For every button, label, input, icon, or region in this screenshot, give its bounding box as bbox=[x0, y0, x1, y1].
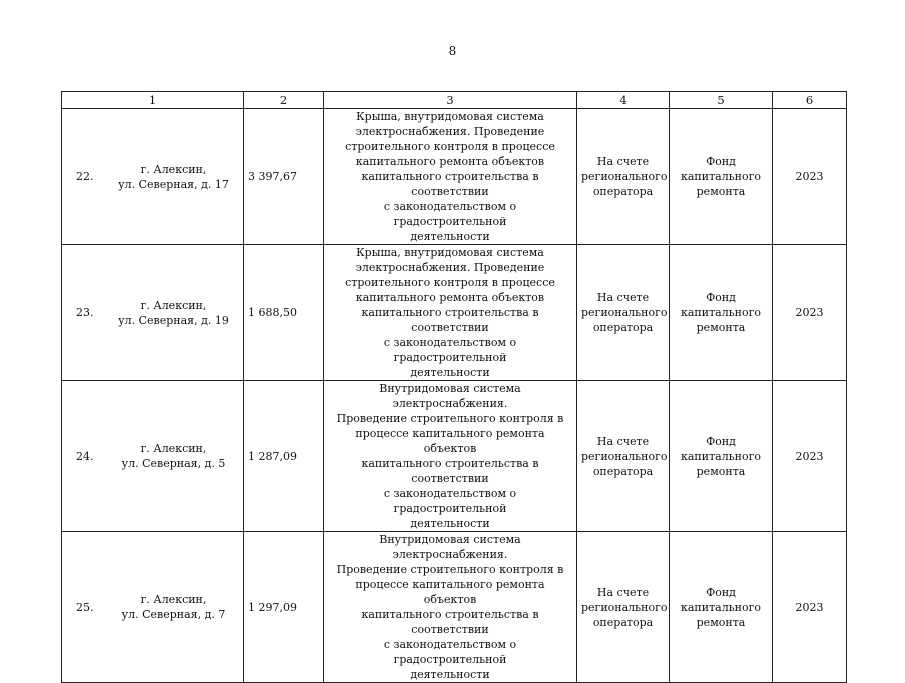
table-row bbox=[62, 532, 847, 683]
fund-line: Фонд bbox=[706, 434, 736, 448]
cell-number-address bbox=[62, 109, 244, 245]
account-line: оператора bbox=[592, 185, 654, 198]
column-header-3: 3 bbox=[324, 92, 577, 109]
fund-line: ремонта bbox=[696, 615, 746, 629]
account-line: оператора bbox=[592, 615, 654, 629]
fund-line: капитального bbox=[680, 306, 762, 319]
account-line: регионального bbox=[581, 600, 668, 614]
row-number: 24. bbox=[76, 449, 94, 463]
address-line: ул. Северная, д. 17 bbox=[118, 177, 229, 191]
work-line: с законодательством о градостроительной bbox=[383, 200, 517, 228]
work-line: деятельности bbox=[410, 517, 490, 530]
work-line: строительного контроля в процессе bbox=[345, 276, 555, 289]
address bbox=[104, 592, 243, 622]
address-line: г. Алексин, bbox=[140, 593, 207, 606]
address-line: ул. Северная, д. 7 bbox=[121, 608, 226, 621]
account-line: На счете bbox=[596, 585, 650, 599]
address-line: г. Алексин, bbox=[140, 162, 207, 176]
row-number: 25. bbox=[76, 600, 94, 614]
account-line: На счете bbox=[596, 291, 650, 304]
cell-account bbox=[577, 109, 670, 245]
cell-number-address bbox=[62, 532, 244, 683]
fund-line: капитального bbox=[680, 170, 762, 183]
work-line: электроснабжения. Проведение bbox=[355, 261, 545, 274]
cell-cost: 3 397,67 bbox=[244, 109, 324, 245]
address-line: ул. Северная, д. 19 bbox=[118, 313, 229, 327]
work-line: Внутридомовая система электроснабжения. bbox=[379, 382, 521, 410]
cell-year: 2023 bbox=[773, 245, 847, 381]
fund-line: капитального bbox=[680, 600, 762, 614]
work-line: капитального строительства в соответствии bbox=[361, 306, 539, 334]
account-line: оператора bbox=[592, 464, 654, 478]
fund-line: Фонд bbox=[706, 291, 736, 304]
cell-fund bbox=[670, 532, 773, 683]
table-row bbox=[62, 109, 847, 245]
cell-fund bbox=[670, 109, 773, 245]
address bbox=[104, 298, 243, 328]
account-line: оператора bbox=[592, 321, 654, 334]
account-line: регионального bbox=[581, 306, 668, 319]
cell-account bbox=[577, 245, 670, 381]
cell-fund bbox=[670, 381, 773, 532]
fund-line: ремонта bbox=[696, 321, 746, 334]
work-line: Крыша, внутридомовая система bbox=[356, 110, 544, 123]
cell-fund bbox=[670, 245, 773, 381]
work-line: с законодательством о градостроительной bbox=[383, 336, 517, 364]
work-line: Крыша, внутридомовая система bbox=[356, 246, 544, 259]
address bbox=[104, 441, 243, 471]
cell-cost: 1 688,50 bbox=[244, 245, 324, 381]
cell-year: 2023 bbox=[773, 109, 847, 245]
work-line: капитального строительства в соответствии bbox=[361, 457, 539, 485]
cell-cost: 1 287,09 bbox=[244, 381, 324, 532]
address bbox=[104, 162, 243, 192]
work-line: Проведение строительного контроля в bbox=[336, 412, 564, 425]
work-line: деятельности bbox=[410, 230, 490, 243]
fund-line: капитального bbox=[680, 449, 762, 463]
account-line: На счете bbox=[596, 155, 650, 168]
cell-account bbox=[577, 381, 670, 532]
work-line: электроснабжения. Проведение bbox=[355, 125, 545, 138]
work-line: процессе капитального ремонта объектов bbox=[355, 427, 545, 455]
work-line: капитального ремонта объектов bbox=[355, 291, 545, 304]
work-line: капитального строительства в соответствии bbox=[361, 608, 539, 636]
column-header-5: 5 bbox=[670, 92, 773, 109]
table-body bbox=[62, 109, 847, 683]
fund-line: ремонта bbox=[696, 464, 746, 478]
cell-work-description bbox=[324, 381, 577, 532]
fund-line: Фонд bbox=[706, 585, 736, 599]
work-line: Внутридомовая система электроснабжения. bbox=[379, 533, 521, 561]
address-line: г. Алексин, bbox=[140, 442, 207, 455]
cell-number-address bbox=[62, 381, 244, 532]
address-line: г. Алексин, bbox=[140, 298, 207, 312]
work-line: процессе капитального ремонта объектов bbox=[355, 578, 545, 606]
cell-number-address bbox=[62, 245, 244, 381]
work-line: деятельности bbox=[410, 668, 490, 681]
work-line: Проведение строительного контроля в bbox=[336, 563, 564, 576]
table-row bbox=[62, 381, 847, 532]
repair-plan-table bbox=[61, 91, 847, 683]
cell-year: 2023 bbox=[773, 532, 847, 683]
column-header-2: 2 bbox=[244, 92, 324, 109]
table-row bbox=[62, 245, 847, 381]
account-line: На счете bbox=[596, 434, 650, 448]
account-line: регионального bbox=[581, 449, 668, 463]
row-number: 23. bbox=[76, 306, 94, 319]
cell-work-description bbox=[324, 245, 577, 381]
account-line: регионального bbox=[581, 170, 668, 183]
address-line: ул. Северная, д. 5 bbox=[121, 457, 226, 470]
table-header-row bbox=[62, 92, 847, 109]
column-header-6: 6 bbox=[773, 92, 847, 109]
work-line: деятельности bbox=[410, 366, 490, 379]
column-header-1: 1 bbox=[62, 92, 244, 109]
cell-account bbox=[577, 532, 670, 683]
work-line: с законодательством о градостроительной bbox=[383, 487, 517, 515]
cell-work-description bbox=[324, 532, 577, 683]
cell-work-description bbox=[324, 109, 577, 245]
work-line: капитального ремонта объектов bbox=[355, 155, 545, 168]
page-number: 8 bbox=[448, 44, 457, 58]
column-header-4: 4 bbox=[577, 92, 670, 109]
work-line: строительного контроля в процессе bbox=[345, 140, 555, 153]
fund-line: Фонд bbox=[706, 155, 736, 168]
work-line: капитального строительства в соответствии bbox=[361, 170, 539, 198]
cell-cost: 1 297,09 bbox=[244, 532, 324, 683]
fund-line: ремонта bbox=[696, 185, 746, 198]
work-line: с законодательством о градостроительной bbox=[383, 638, 517, 666]
cell-year: 2023 bbox=[773, 381, 847, 532]
row-number: 22. bbox=[76, 170, 94, 183]
